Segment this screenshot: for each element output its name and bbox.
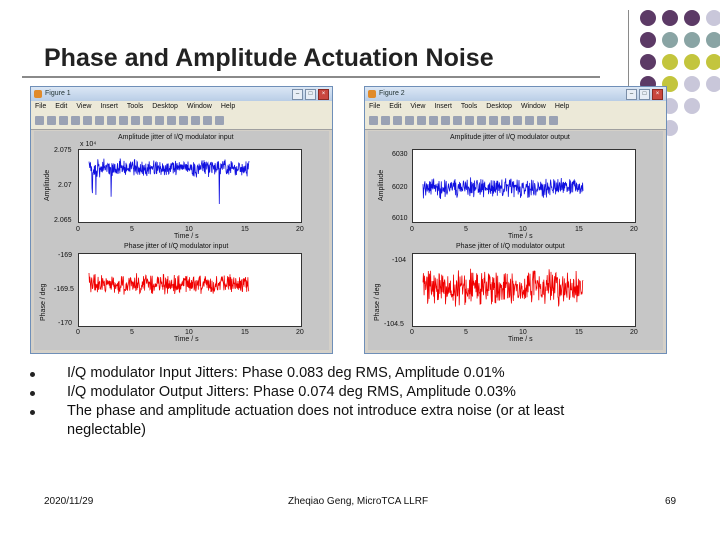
toolbar-tool-icon[interactable] (429, 116, 438, 125)
y-tick: -169 (58, 252, 73, 259)
decorative-dot (640, 10, 656, 26)
title-underline (22, 76, 600, 78)
toolbar-tool-icon[interactable] (95, 116, 104, 125)
amplitude-input-trace (89, 159, 249, 205)
toolbar-tool-icon[interactable] (203, 116, 212, 125)
y-tick: -104.5 (384, 321, 404, 328)
amplitude-output-axes (412, 149, 636, 223)
toolbar-tool-icon[interactable] (453, 116, 462, 125)
decorative-dot (640, 54, 656, 70)
toolbar-tool-icon[interactable] (405, 116, 414, 125)
amplitude-input-axes (78, 149, 302, 223)
amplitude-input-trace-svg (79, 150, 301, 222)
toolbar-tool-icon[interactable] (167, 116, 176, 125)
x-axis-label: Time / s (174, 233, 199, 240)
toolbar-tool-icon[interactable] (59, 116, 68, 125)
y-tick: -170 (58, 320, 73, 327)
x-tick: 10 (519, 226, 527, 233)
figure-1-plot-area (34, 131, 329, 350)
decorative-dot (684, 76, 700, 92)
menu-help[interactable]: Help (554, 103, 570, 110)
x-tick: 20 (630, 226, 638, 233)
decorative-dot (706, 10, 720, 26)
x-tick: 15 (241, 226, 249, 233)
minimize-icon[interactable]: – (626, 89, 637, 100)
x-tick: 0 (76, 226, 80, 233)
plot-title: Phase jitter of I/Q modulator output (456, 243, 565, 250)
menu-desktop[interactable]: Desktop (152, 103, 178, 110)
toolbar-tool-icon[interactable] (179, 116, 188, 125)
close-icon[interactable]: × (652, 89, 663, 100)
toolbar-tool-icon[interactable] (143, 116, 152, 125)
footer-date: 2020/11/29 (44, 496, 94, 507)
y-tick: 2.075 (54, 147, 72, 154)
decorative-dot (684, 32, 700, 48)
amplitude-output-trace-svg (413, 150, 635, 222)
y-tick: 2.065 (54, 217, 72, 224)
menu-window[interactable]: Window (520, 103, 546, 110)
bullet-text: I/Q modulator Input Jitters: Phase 0.083 deg RMS, Amplitude 0.01% (67, 365, 505, 381)
x-tick: 15 (575, 329, 583, 336)
y-axis-label: Amplitude (44, 169, 51, 201)
decorative-dot (662, 54, 678, 70)
bullet-item (30, 402, 630, 440)
figure-2-menubar (365, 101, 666, 113)
figure-icon (368, 90, 376, 98)
x-tick: 20 (296, 329, 304, 336)
toolbar-tool-icon[interactable] (131, 116, 140, 125)
x-tick: 15 (575, 226, 583, 233)
phase-output-trace (423, 269, 583, 307)
phase-input-trace-svg (79, 254, 301, 326)
toolbar-tool-icon[interactable] (393, 116, 402, 125)
x-tick: 5 (464, 329, 468, 336)
x-axis-label: Time / s (508, 233, 533, 240)
decorative-dot (706, 54, 720, 70)
x-tick: 0 (410, 329, 414, 336)
menu-edit[interactable]: Edit (389, 103, 402, 110)
y-tick: 2.07 (58, 182, 72, 189)
toolbar-tool-icon[interactable] (119, 116, 128, 125)
toolbar-tool-icon[interactable] (71, 116, 80, 125)
y-tick: -104 (392, 257, 407, 264)
toolbar-tool-icon[interactable] (35, 116, 44, 125)
y-tick: -169.5 (54, 286, 74, 293)
phase-output-axes (412, 253, 636, 327)
toolbar-tool-icon[interactable] (191, 116, 200, 125)
x-tick: 5 (130, 329, 134, 336)
x-tick: 0 (76, 329, 80, 336)
x-tick: 20 (296, 226, 304, 233)
figure-1-menubar (31, 101, 332, 113)
menu-view[interactable]: View (410, 103, 426, 110)
y-tick: 6010 (392, 215, 408, 222)
x-tick: 5 (130, 226, 134, 233)
menu-tools[interactable]: Tools (460, 103, 478, 110)
decorative-dot (662, 32, 678, 48)
toolbar-tool-icon[interactable] (525, 116, 534, 125)
toolbar-tool-icon[interactable] (83, 116, 92, 125)
figure-icon (34, 90, 42, 98)
figure-2-title: Figure 2 (379, 90, 405, 97)
amplitude-output-trace (423, 177, 583, 199)
toolbar-tool-icon[interactable] (369, 116, 378, 125)
figure-2-titlebar[interactable] (365, 87, 666, 101)
bullet-text: I/Q modulator Output Jitters: Phase 0.074 deg RMS, Amplitude 0.03% (67, 384, 516, 400)
slide-title: Phase and Amplitude Actuation Noise (44, 44, 494, 72)
toolbar-tool-icon[interactable] (215, 116, 224, 125)
figure-1-toolbar (31, 113, 332, 130)
toolbar-tool-icon[interactable] (537, 116, 546, 125)
figure-2-plot-area (368, 131, 663, 350)
decorative-dot (706, 76, 720, 92)
toolbar-tool-icon[interactable] (441, 116, 450, 125)
figure-1-window (30, 86, 333, 354)
menu-edit[interactable]: Edit (55, 103, 68, 110)
decorative-dot (662, 10, 678, 26)
toolbar-tool-icon[interactable] (381, 116, 390, 125)
plot-title: Amplitude jitter of I/Q modulator output (450, 134, 570, 141)
toolbar-tool-icon[interactable] (465, 116, 474, 125)
toolbar-tool-icon[interactable] (477, 116, 486, 125)
footer-author: Zheqiao Geng, MicroTCA LLRF (288, 496, 429, 507)
y-tick: 6030 (392, 151, 408, 158)
menu-window[interactable]: Window (186, 103, 212, 110)
decorative-dot (684, 10, 700, 26)
toolbar-tool-icon[interactable] (489, 116, 498, 125)
phase-input-axes (78, 253, 302, 327)
decorative-dot (706, 32, 720, 48)
toolbar-tool-icon[interactable] (549, 116, 558, 125)
y-axis-label: Amplitude (378, 169, 385, 201)
maximize-icon[interactable]: □ (305, 89, 316, 100)
toolbar-tool-icon[interactable] (513, 116, 522, 125)
menu-file[interactable]: File (369, 103, 381, 110)
menu-view[interactable]: View (76, 103, 92, 110)
menu-help[interactable]: Help (220, 103, 236, 110)
x-tick: 20 (630, 329, 638, 336)
menu-desktop[interactable]: Desktop (486, 103, 512, 110)
y-tick: 6020 (392, 184, 408, 191)
toolbar-tool-icon[interactable] (417, 116, 426, 125)
menu-insert[interactable]: Insert (100, 103, 118, 110)
bullet-dot (30, 391, 35, 396)
toolbar-tool-icon[interactable] (155, 116, 164, 125)
exponent-label: x 10⁴ (80, 141, 97, 148)
bullet-list (30, 364, 630, 440)
plot-title: Amplitude jitter of I/Q modulator input (118, 134, 234, 141)
x-axis-label: Time / s (174, 336, 199, 343)
figure-1-titlebar[interactable] (31, 87, 332, 101)
bullet-dot (30, 410, 35, 415)
phase-input-trace (89, 273, 249, 295)
toolbar-tool-icon[interactable] (501, 116, 510, 125)
x-tick: 10 (185, 226, 193, 233)
menu-file[interactable]: File (35, 103, 47, 110)
close-icon[interactable]: × (318, 89, 329, 100)
plot-title: Phase jitter of I/Q modulator input (124, 243, 229, 250)
bullet-dot (30, 372, 35, 377)
footer-page-number: 69 (665, 496, 677, 507)
minimize-icon[interactable]: – (292, 89, 303, 100)
toolbar-tool-icon[interactable] (107, 116, 116, 125)
menu-tools[interactable]: Tools (126, 103, 144, 110)
bullet-item (30, 383, 630, 402)
figure-2-window (364, 86, 667, 354)
phase-output-trace-svg (413, 254, 635, 326)
figure-2-toolbar (365, 113, 666, 130)
x-tick: 10 (185, 329, 193, 336)
decorative-dot (640, 32, 656, 48)
x-tick: 15 (241, 329, 249, 336)
x-tick: 5 (464, 226, 468, 233)
decorative-dot (684, 54, 700, 70)
y-axis-label: Phase / deg (40, 283, 47, 321)
maximize-icon[interactable]: □ (639, 89, 650, 100)
bullet-text: The phase and amplitude actuation does not introduce extra noise (or at least neglectable) (67, 403, 565, 438)
x-axis-label: Time / s (508, 336, 533, 343)
x-tick: 10 (519, 329, 527, 336)
menu-insert[interactable]: Insert (434, 103, 452, 110)
figure-1-title: Figure 1 (45, 90, 71, 97)
decorative-dot (684, 98, 700, 114)
y-axis-label: Phase / deg (374, 283, 381, 321)
toolbar-tool-icon[interactable] (47, 116, 56, 125)
x-tick: 0 (410, 226, 414, 233)
bullet-item (30, 364, 630, 383)
